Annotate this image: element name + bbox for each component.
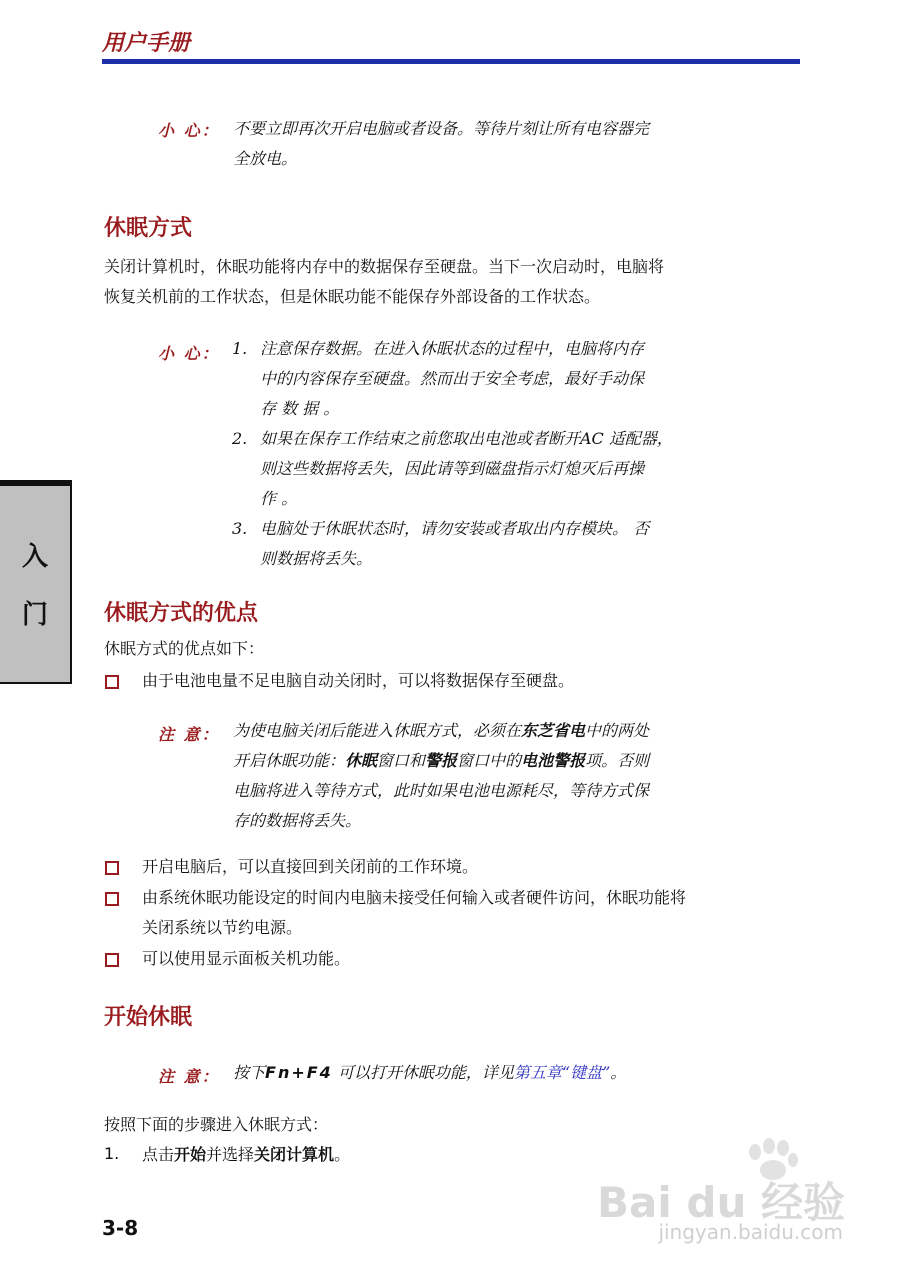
caution-line: 存 数 据 。 (260, 399, 340, 418)
note-bold-term: 警报 (425, 751, 458, 770)
caution-label: 小 心： (158, 121, 220, 140)
note-bold-term: 东芝省电 (521, 721, 586, 740)
note-text-segment: 为使电脑关闭后能进入休眠方式，必须在 (233, 721, 522, 740)
note-text-segment: 窗口中的 (457, 751, 522, 770)
paragraph-line: 恢复关机前的工作状态，但是休眠功能不能保存外部设备的工作状态。 (104, 287, 601, 306)
caution-line: 不要立即再次开启电脑或者设备。等待片刻让所有电容器完 (233, 119, 650, 138)
section-title-start: 开始休眠 (104, 1005, 193, 1030)
bullet-line: 关闭系统以节约电源。 (142, 918, 303, 937)
caution-text (233, 114, 753, 174)
watermark-url: jingyan.baidu.com (658, 1220, 843, 1244)
step-text (142, 1140, 742, 1170)
header-rule (102, 59, 800, 64)
watermark-brand: Bai du 经验 (597, 1178, 845, 1227)
advantages-intro: 休眠方式的优点如下： (104, 639, 265, 658)
step-text-segment: 并选择 (206, 1145, 255, 1164)
note-text-segment: 按下 (233, 1063, 266, 1082)
caution-label: 小 心： (158, 344, 220, 363)
caution-line: 中的内容保存至硬盘。然而出于安全考虑，最好手动保 (260, 369, 645, 388)
caution-line: 电脑处于休眠状态时，请勿安装或者取出内存模块。 否 (260, 519, 650, 538)
note-text-segment: 可以打开休眠功能，详见 (332, 1063, 514, 1082)
bullet-text: 由于电池电量不足电脑自动关闭时，可以将数据保存至硬盘。 (142, 671, 575, 690)
note-label: 注 意： (158, 725, 220, 744)
note-line: 存的数据将丢失。 (233, 811, 362, 830)
bullet-text: 开启电脑后，可以直接回到关闭前的工作环境。 (142, 857, 479, 876)
item-number: 3. (232, 519, 248, 538)
chapter-side-tab (0, 480, 72, 684)
note-text-segment: 中的两处 (585, 721, 650, 740)
bullet-line: 由系统休眠功能设定的时间内电脑未接受任何输入或者硬件访问，休眠功能将 (142, 888, 687, 907)
note-text-segment: 。 (610, 1063, 627, 1082)
bullet-square-icon (105, 892, 119, 906)
note-text-segment: 窗口和 (377, 751, 426, 770)
caution-item (232, 334, 772, 424)
step-text-segment: 点击 (142, 1145, 175, 1164)
bullet-text: 可以使用显示面板关机功能。 (142, 949, 351, 968)
bullet-square-icon (105, 861, 119, 875)
caution-line: 则这些数据将丢失，因此请等到磁盘指示灯熄灭后再操 (260, 459, 645, 478)
bullet-text (142, 883, 802, 943)
note-text (233, 716, 753, 836)
section-title-advantages: 休眠方式的优点 (104, 601, 259, 626)
note-text-segment: 项。否则 (585, 751, 650, 770)
note-text-segment: 开启休眠功能： (233, 751, 346, 770)
chapter-link[interactable]: 第五章“键盘” (513, 1063, 611, 1082)
item-number: 2. (232, 429, 248, 448)
note-bold-term: 休眠 (345, 751, 378, 770)
note-label: 注 意： (158, 1067, 220, 1086)
step-text-segment: 。 (334, 1145, 351, 1164)
item-number: 1. (232, 339, 248, 358)
paragraph-line: 关闭计算机时，休眠功能将内存中的数据保存至硬盘。当下一次启动时，电脑将 (104, 257, 665, 276)
step-number: 1. (104, 1144, 120, 1163)
note-line: 电脑将进入等待方式，此时如果电池电源耗尽，等待方式保 (233, 781, 650, 800)
caution-line: 如果在保存工作结束之前您取出电池或者断开AC 适配器， (260, 429, 673, 448)
hotkey-label: Fn+F4 (265, 1063, 333, 1082)
caution-line: 全放电。 (233, 149, 298, 168)
side-tab-char-2: 门 (22, 600, 49, 630)
start-note-text (233, 1058, 793, 1088)
page-number: 3-8 (102, 1216, 139, 1240)
caution-item (232, 514, 772, 574)
hibernate-paragraph (104, 252, 804, 312)
step-bold-term: 开始 (174, 1145, 207, 1164)
caution-item (232, 424, 772, 514)
steps-intro: 按照下面的步骤进入休眠方式： (104, 1115, 329, 1134)
header-title: 用户手册 (102, 31, 191, 56)
bullet-square-icon (105, 953, 119, 967)
section-title-hibernate: 休眠方式 (104, 216, 193, 241)
side-tab-char-1: 入 (22, 542, 49, 572)
bullet-square-icon (105, 675, 119, 689)
step-bold-term: 关闭计算机 (254, 1145, 335, 1164)
note-bold-term: 电池警报 (521, 751, 586, 770)
caution-line: 注意保存数据。在进入休眠状态的过程中，电脑将内存 (260, 339, 645, 358)
caution-list (232, 334, 772, 574)
caution-line: 作 。 (260, 489, 298, 508)
caution-line: 则数据将丢失。 (260, 549, 373, 568)
